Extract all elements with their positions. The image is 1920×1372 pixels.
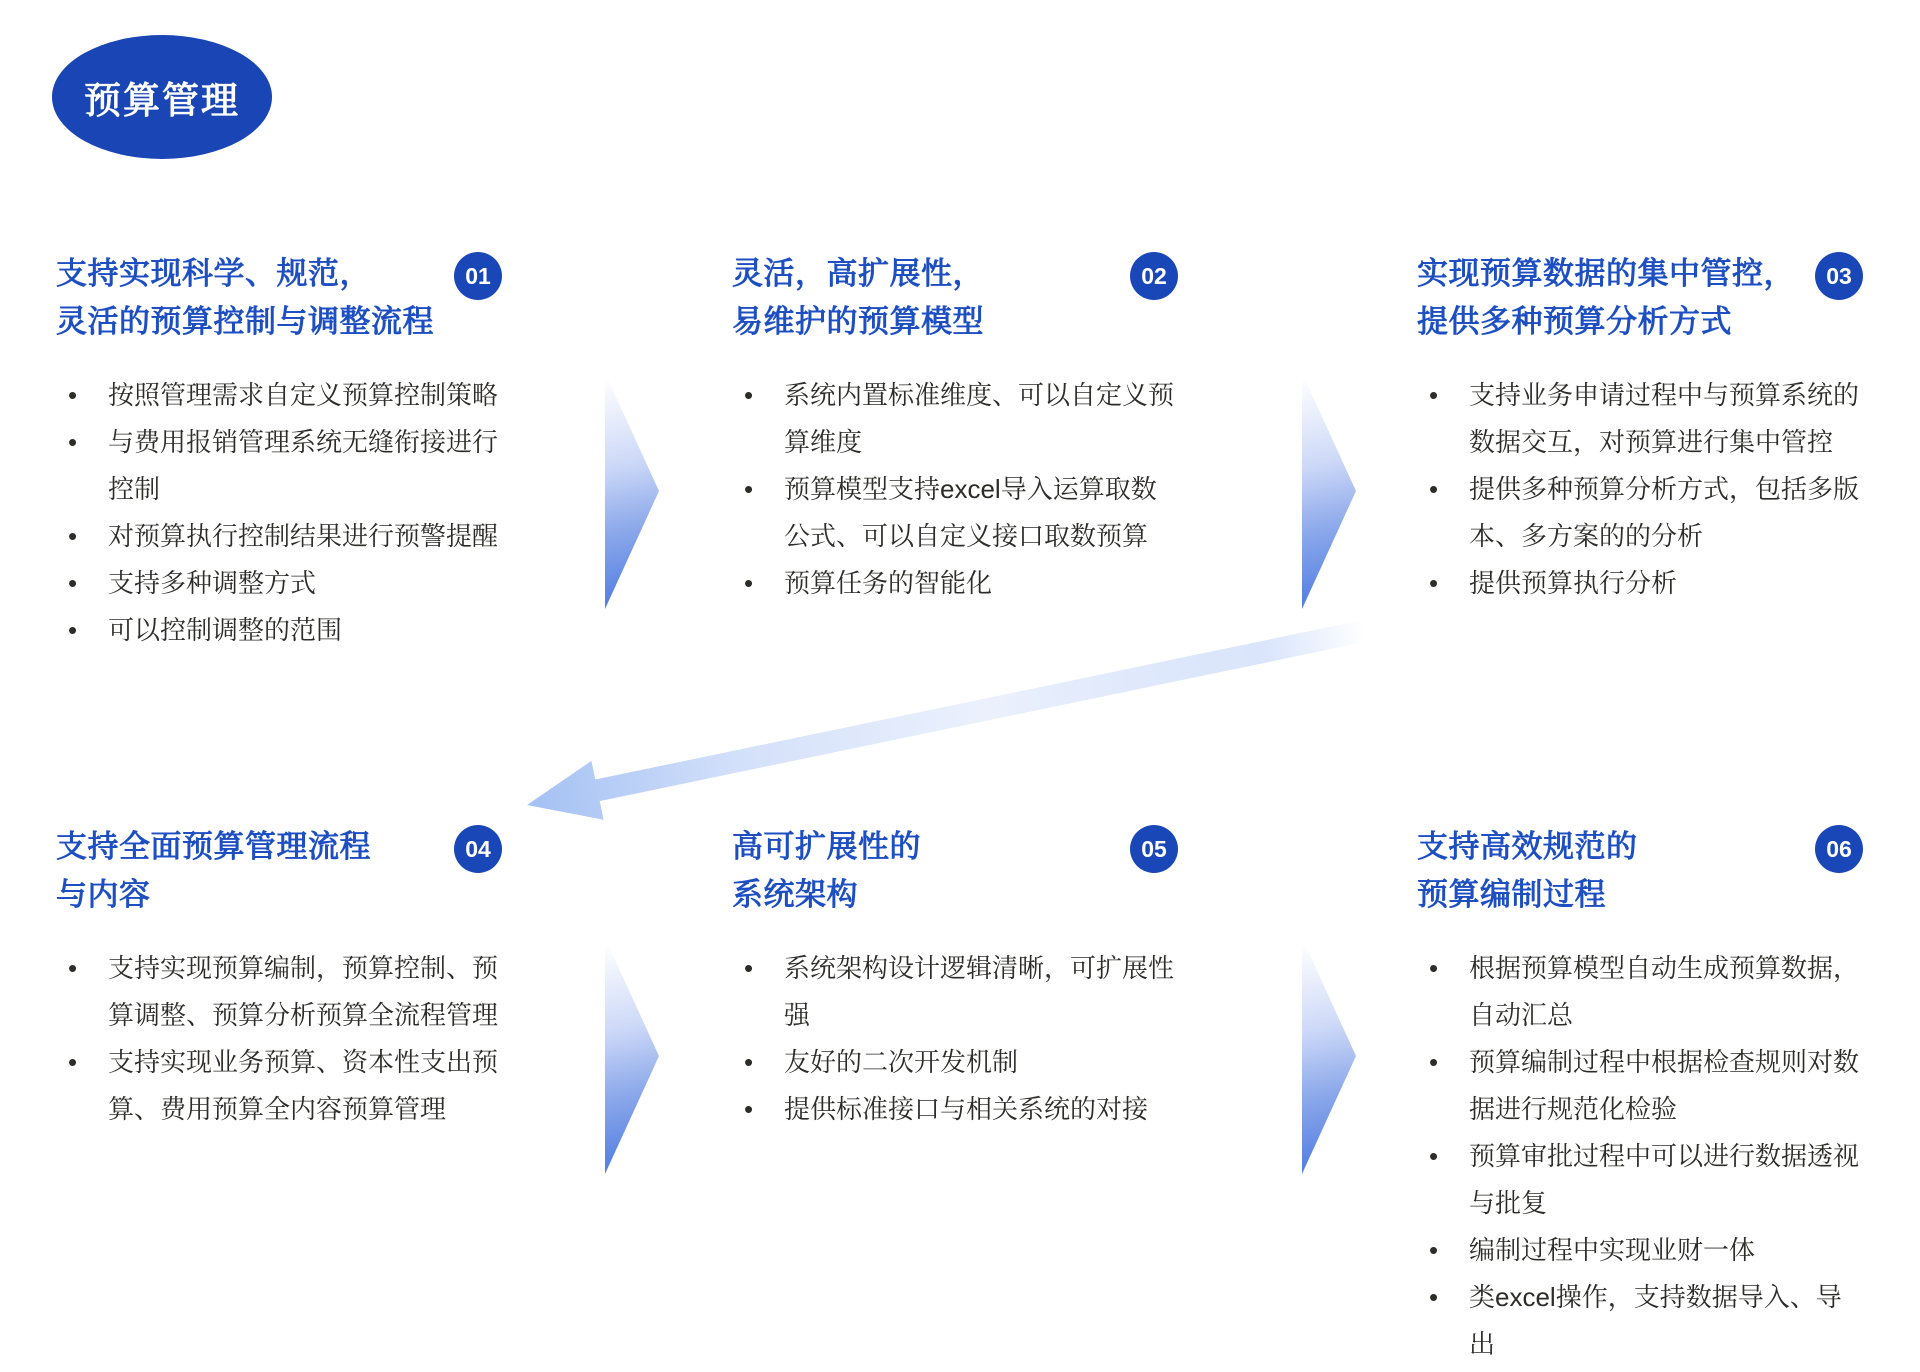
- bullet-list: [1417, 372, 1861, 607]
- section-number-badge: 06: [1815, 825, 1863, 873]
- bullet-item: • 支持实现预算编制，预算控制、预算调整、预算分析预算全流程管理: [56, 945, 500, 1039]
- section-title: 支持全面预算管理流程 与内容: [56, 829, 371, 912]
- section-title: 支持高效规范的 预算编制过程: [1417, 829, 1638, 912]
- feature-card-04: [56, 823, 516, 1133]
- chevron-right-icon: [1302, 373, 1356, 609]
- page-title: 预算管理: [84, 80, 240, 121]
- feature-card-06: [1417, 823, 1877, 1368]
- bullet-list: [732, 372, 1176, 607]
- bullet-item: • 编制过程中实现业财一体: [1417, 1227, 1861, 1274]
- feature-card-01: [56, 250, 516, 654]
- section-title: 实现预算数据的集中管控， 提供多种预算分析方式: [1417, 256, 1795, 339]
- section-number-badge: 04: [454, 825, 502, 873]
- bullet-item: • 按照管理需求自定义预算控制策略: [56, 372, 500, 419]
- bullet-item: • 预算审批过程中可以进行数据透视与批复: [1417, 1133, 1861, 1227]
- chevron-right-icon: [1302, 938, 1356, 1174]
- bullet-list: [56, 945, 500, 1133]
- bullet-item: • 预算编制过程中根据检查规则对数据进行规范化检验: [1417, 1039, 1861, 1133]
- chevron-right-icon: [605, 373, 659, 609]
- bullet-item: • 类excel操作，支持数据导入、导出: [1417, 1274, 1861, 1368]
- bullet-item: • 对预算执行控制结果进行预警提醒: [56, 513, 500, 560]
- chevron-right-icon: [605, 938, 659, 1174]
- section-number-badge: 03: [1815, 252, 1863, 300]
- flow-arrow-icon: [430, 600, 1380, 830]
- section-number-badge: 01: [454, 252, 502, 300]
- bullet-list: [732, 945, 1176, 1133]
- section-number-badge: 05: [1130, 825, 1178, 873]
- bullet-item: • 系统架构设计逻辑清晰，可扩展性强: [732, 945, 1176, 1039]
- feature-card-03: [1417, 250, 1877, 607]
- bullet-item: • 支持实现业务预算、资本性支出预算、费用预算全内容预算管理: [56, 1039, 500, 1133]
- bullet-item: • 与费用报销管理系统无缝衔接进行控制: [56, 419, 500, 513]
- page-title-badge: [52, 35, 272, 159]
- section-title: 灵活，高扩展性， 易维护的预算模型: [732, 256, 984, 339]
- feature-card-05: [732, 823, 1192, 1133]
- section-title: 高可扩展性的 系统架构: [732, 829, 921, 912]
- bullet-item: • 提供预算执行分析: [1417, 560, 1861, 607]
- bullet-item: • 可以控制调整的范围: [56, 607, 500, 654]
- bullet-item: • 友好的二次开发机制: [732, 1039, 1176, 1086]
- bullet-list: [1417, 945, 1861, 1368]
- bullet-item: • 根据预算模型自动生成预算数据，自动汇总: [1417, 945, 1861, 1039]
- bullet-item: • 提供标准接口与相关系统的对接: [732, 1086, 1176, 1133]
- feature-card-02: [732, 250, 1192, 607]
- bullet-item: • 系统内置标准维度、可以自定义预算维度: [732, 372, 1176, 466]
- bullet-item: • 预算任务的智能化: [732, 560, 1176, 607]
- bullet-item: • 提供多种预算分析方式，包括多版本、多方案的的分析: [1417, 466, 1861, 560]
- section-title: 支持实现科学、规范， 灵活的预算控制与调整流程: [56, 256, 434, 339]
- section-number-badge: 02: [1130, 252, 1178, 300]
- bullet-item: • 预算模型支持excel导入运算取数公式、可以自定义接口取数预算: [732, 466, 1176, 560]
- bullet-item: • 支持多种调整方式: [56, 560, 500, 607]
- bullet-item: • 支持业务申请过程中与预算系统的数据交互，对预算进行集中管控: [1417, 372, 1861, 466]
